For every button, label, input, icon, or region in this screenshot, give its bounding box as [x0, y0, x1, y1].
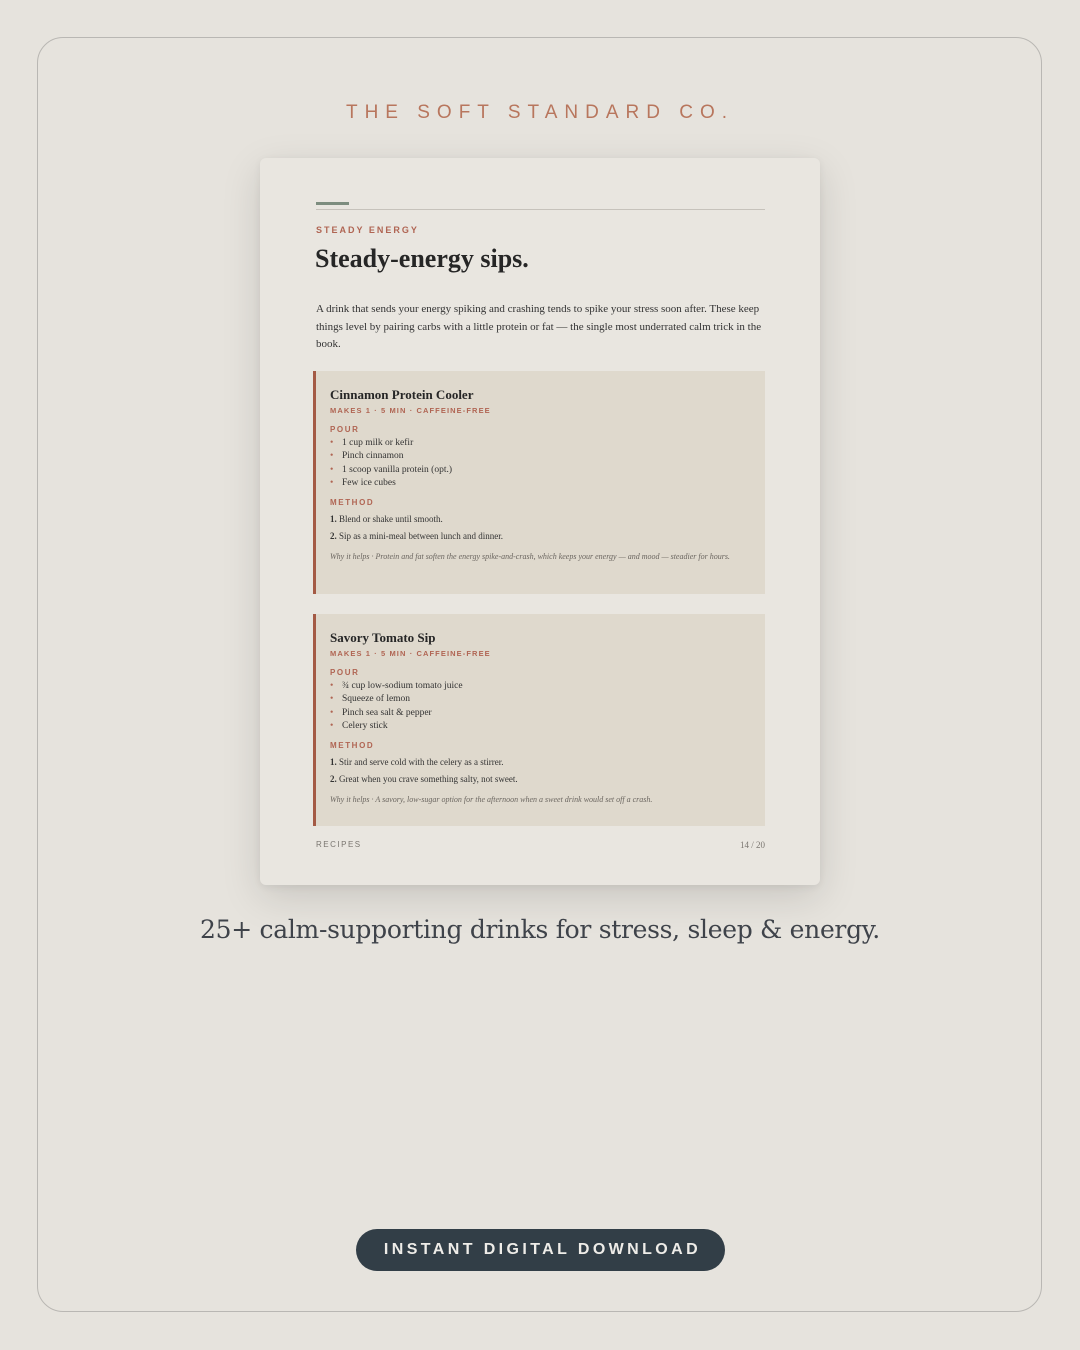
pour-label: POUR — [330, 668, 360, 677]
method-step: 2. Sip as a mini-meal between lunch and dinner. — [330, 530, 503, 541]
method-label: METHOD — [330, 497, 375, 507]
why-it-helps: Why it helps · Protein and fat soften the energy spike-and-crash, which keeps your energy — and mood — steadier for hours. — [330, 551, 730, 561]
method-steps — [330, 513, 751, 542]
method-step: 1. Stir and serve cold with the celery as a stirrer. — [330, 756, 504, 767]
ingredient-item: • Squeeze of lemon — [330, 693, 751, 706]
recipe-meta: MAKES 1 · 5 MIN · CAFFEINE-FREE — [330, 406, 491, 415]
header-rule — [316, 209, 765, 210]
ingredient-item: • ¾ cup low-sodium tomato juice — [330, 680, 751, 693]
bullet-icon: • — [330, 438, 334, 448]
recipe-card — [313, 614, 765, 826]
recipe-name: Savory Tomato Sip — [330, 630, 436, 645]
method-steps — [330, 756, 751, 785]
recipe-name: Cinnamon Protein Cooler — [330, 387, 474, 402]
ingredient-item: • Celery stick — [330, 720, 751, 733]
ebook-page-preview — [260, 158, 820, 885]
recipe-card — [313, 371, 765, 594]
tagline: 25+ calm-supporting drinks for stress, sleep & energy. — [200, 915, 880, 944]
method-step: 2. Great when you crave something salty, not sweet. — [330, 773, 518, 784]
bullet-icon: • — [330, 478, 334, 489]
ingredient-item: • 1 cup milk or kefir — [330, 437, 751, 450]
ingredient-item: • 1 scoop vanilla protein (opt.) — [330, 464, 751, 477]
pour-label: POUR — [330, 425, 360, 434]
page-footer-section: RECIPES — [316, 840, 362, 849]
ingredient-list — [330, 680, 751, 734]
recipe-meta: MAKES 1 · 5 MIN · CAFFEINE-FREE — [330, 649, 491, 658]
ingredient-item: • Pinch sea salt & pepper — [330, 707, 751, 720]
bullet-icon: • — [330, 707, 334, 718]
page-number: 14 / 20 — [739, 840, 765, 850]
method-step: 1. Blend or shake until smooth. — [330, 513, 443, 524]
bullet-icon: • — [330, 451, 334, 462]
brand-name: THE SOFT STANDARD CO. — [345, 102, 735, 123]
bullet-icon: • — [330, 721, 334, 732]
section-eyebrow: STEADY ENERGY — [316, 225, 419, 235]
instant-download-button[interactable]: INSTANT DIGITAL DOWNLOAD — [356, 1229, 725, 1271]
page-title: Steady-energy sips. — [315, 244, 529, 273]
bullet-icon: • — [330, 694, 334, 705]
method-label: METHOD — [330, 740, 375, 750]
ingredient-item: • Pinch cinnamon — [330, 450, 751, 463]
bullet-icon: • — [330, 681, 334, 691]
why-it-helps: Why it helps · A savory, low-sugar option for the afternoon when a sweet drink would set off a crash. — [330, 794, 653, 804]
bullet-icon: • — [330, 464, 334, 475]
ingredient-item: • Few ice cubes — [330, 477, 751, 490]
ingredient-list — [330, 437, 751, 491]
header-rule-accent — [316, 202, 349, 205]
intro-paragraph: A drink that sends your energy spiking and crashing tends to spike your stress soon after. These keep things level by pairing carbs with a little protein or fat — the single most underrated calm trick in the book. — [316, 303, 762, 350]
